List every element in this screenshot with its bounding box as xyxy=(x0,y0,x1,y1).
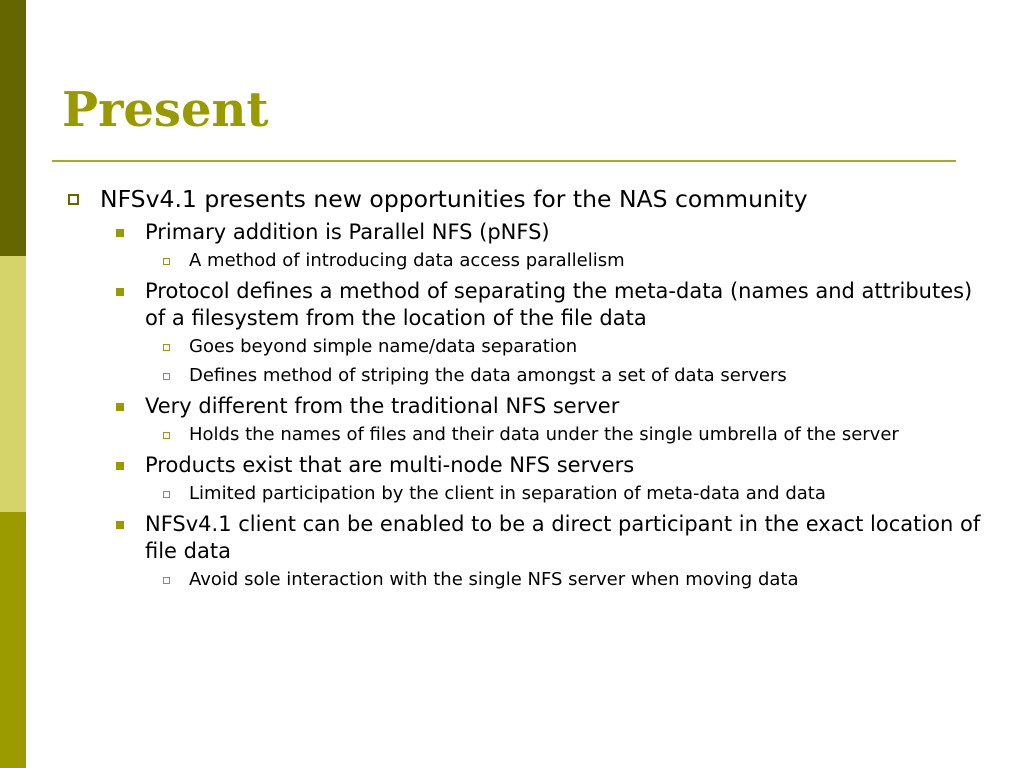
bullet-list-level-3 xyxy=(155,482,982,506)
sub-sub-bullet-text: Avoid sole interaction with the single NFS server when moving data xyxy=(189,569,799,590)
sub-sub-bullet-text: Holds the names of files and their data under the single umbrella of the server xyxy=(189,424,899,445)
sub-bullet-item xyxy=(110,278,982,388)
title-divider xyxy=(52,160,956,162)
slide-content xyxy=(62,184,982,597)
filled-square-bullet-icon xyxy=(116,403,124,411)
side-bar-top xyxy=(0,0,26,256)
sub-sub-bullet-text: Limited participation by the client in separation of meta-data and data xyxy=(189,483,826,504)
sub-bullet-text: Very different from the traditional NFS server xyxy=(145,394,620,418)
sub-bullet-item xyxy=(110,393,982,447)
side-bar-middle xyxy=(0,256,26,512)
sub-bullet-item xyxy=(110,511,982,592)
sub-sub-bullet-item xyxy=(155,335,982,359)
sub-bullet-text: Protocol defines a method of separating the meta-data (names and attributes) of a filesystem from the location of the file data xyxy=(145,279,973,330)
small-hollow-square-bullet-icon xyxy=(163,373,170,380)
small-hollow-square-bullet-icon xyxy=(163,577,170,584)
bullet-list-level-2 xyxy=(110,219,982,592)
sub-sub-bullet-text: Goes beyond simple name/data separation xyxy=(189,336,578,357)
sub-bullet-text: Products exist that are multi-node NFS servers xyxy=(145,453,635,477)
sub-sub-bullet-item xyxy=(155,568,982,592)
side-bar-bottom xyxy=(0,512,26,768)
sub-sub-bullet-item xyxy=(155,364,982,388)
bullet-list-level-3 xyxy=(155,249,982,273)
sub-sub-bullet-item xyxy=(155,249,982,273)
filled-square-bullet-icon xyxy=(116,288,124,296)
small-hollow-square-bullet-icon xyxy=(163,258,170,265)
sub-bullet-text: NFSv4.1 client can be enabled to be a direct participant in the exact location of file data xyxy=(145,512,981,563)
bullet-list-level-3 xyxy=(155,568,982,592)
sub-sub-bullet-text: Defines method of striping the data amongst a set of data servers xyxy=(189,365,787,386)
bullet-text: NFSv4.1 presents new opportunities for the NAS community xyxy=(100,185,808,213)
small-hollow-square-bullet-icon xyxy=(163,491,170,498)
bullet-item xyxy=(62,184,982,592)
sub-sub-bullet-text: A method of introducing data access parallelism xyxy=(189,250,625,271)
bullet-list-level-3 xyxy=(155,423,982,447)
sub-bullet-item xyxy=(110,452,982,506)
small-hollow-square-bullet-icon xyxy=(163,344,170,351)
hollow-square-bullet-icon xyxy=(68,194,79,205)
filled-square-bullet-icon xyxy=(116,462,124,470)
slide-title: Present xyxy=(62,82,269,138)
sub-sub-bullet-item xyxy=(155,423,982,447)
bullet-list-level-3 xyxy=(155,335,982,388)
bullet-list-level-1 xyxy=(62,184,982,592)
small-hollow-square-bullet-icon xyxy=(163,432,170,439)
filled-square-bullet-icon xyxy=(116,521,124,529)
sub-sub-bullet-item xyxy=(155,482,982,506)
sub-bullet-text: Primary addition is Parallel NFS (pNFS) xyxy=(145,220,550,244)
filled-square-bullet-icon xyxy=(116,229,124,237)
sub-bullet-item xyxy=(110,219,982,273)
